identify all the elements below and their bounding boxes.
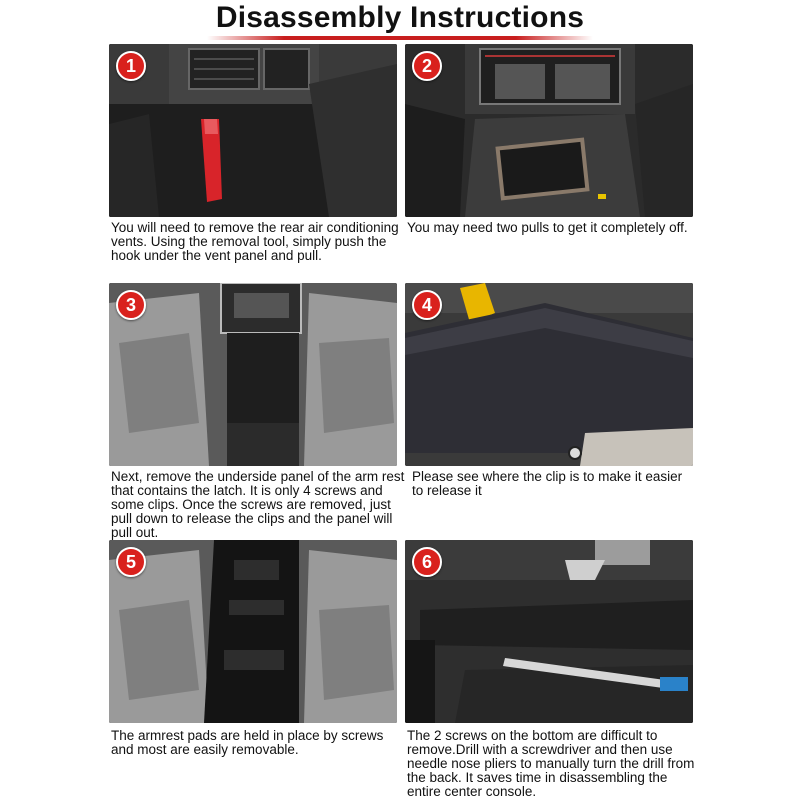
step-1-badge: 1 [116, 51, 146, 81]
step-4-badge: 4 [412, 290, 442, 320]
step-6-caption: The 2 screws on the bottom are difficult to remove.Drill with a screwdriver and then use needle nose pliers to manually turn the drill from the back. It saves time in disassembling the entire center console. [407, 728, 695, 799]
step-1-caption: You will need to remove the rear air conditioning vents. Using the removal tool, simply push the hook under the vent panel and pull. [111, 220, 399, 263]
vent-panel-removed-image [405, 44, 693, 217]
step-3-caption: Next, remove the underside panel of the arm rest that contains the latch. It is only 4 screws and some clips. Once the screws are removed, just pull down to release the clips and the panel will pull out. [111, 469, 405, 540]
armrest-underside-image [109, 283, 397, 466]
step-6-photo [405, 540, 693, 723]
step-2-badge: 2 [412, 51, 442, 81]
screwdriver-bottom-screws-image [405, 540, 693, 723]
step-3-badge: 3 [116, 290, 146, 320]
step-4-caption: Please see where the clip is to make it easier to release it [412, 469, 683, 498]
step-3-photo [109, 283, 397, 466]
step-2-photo [405, 44, 693, 217]
step-1-photo [109, 44, 397, 217]
page-title: Disassembly Instructions [215, 1, 585, 34]
title-underline [207, 36, 593, 40]
rear-vent-removal-image [109, 44, 397, 217]
step-6-badge: 6 [412, 547, 442, 577]
step-4-photo [405, 283, 693, 466]
step-5-caption: The armrest pads are held in place by screws and most are easily removable. [111, 728, 384, 757]
armrest-screws-image [109, 540, 397, 723]
panel-clip-location-image [405, 283, 693, 466]
step-2-caption: You may need two pulls to get it completely off. [407, 220, 688, 235]
step-5-photo [109, 540, 397, 723]
step-5-badge: 5 [116, 547, 146, 577]
